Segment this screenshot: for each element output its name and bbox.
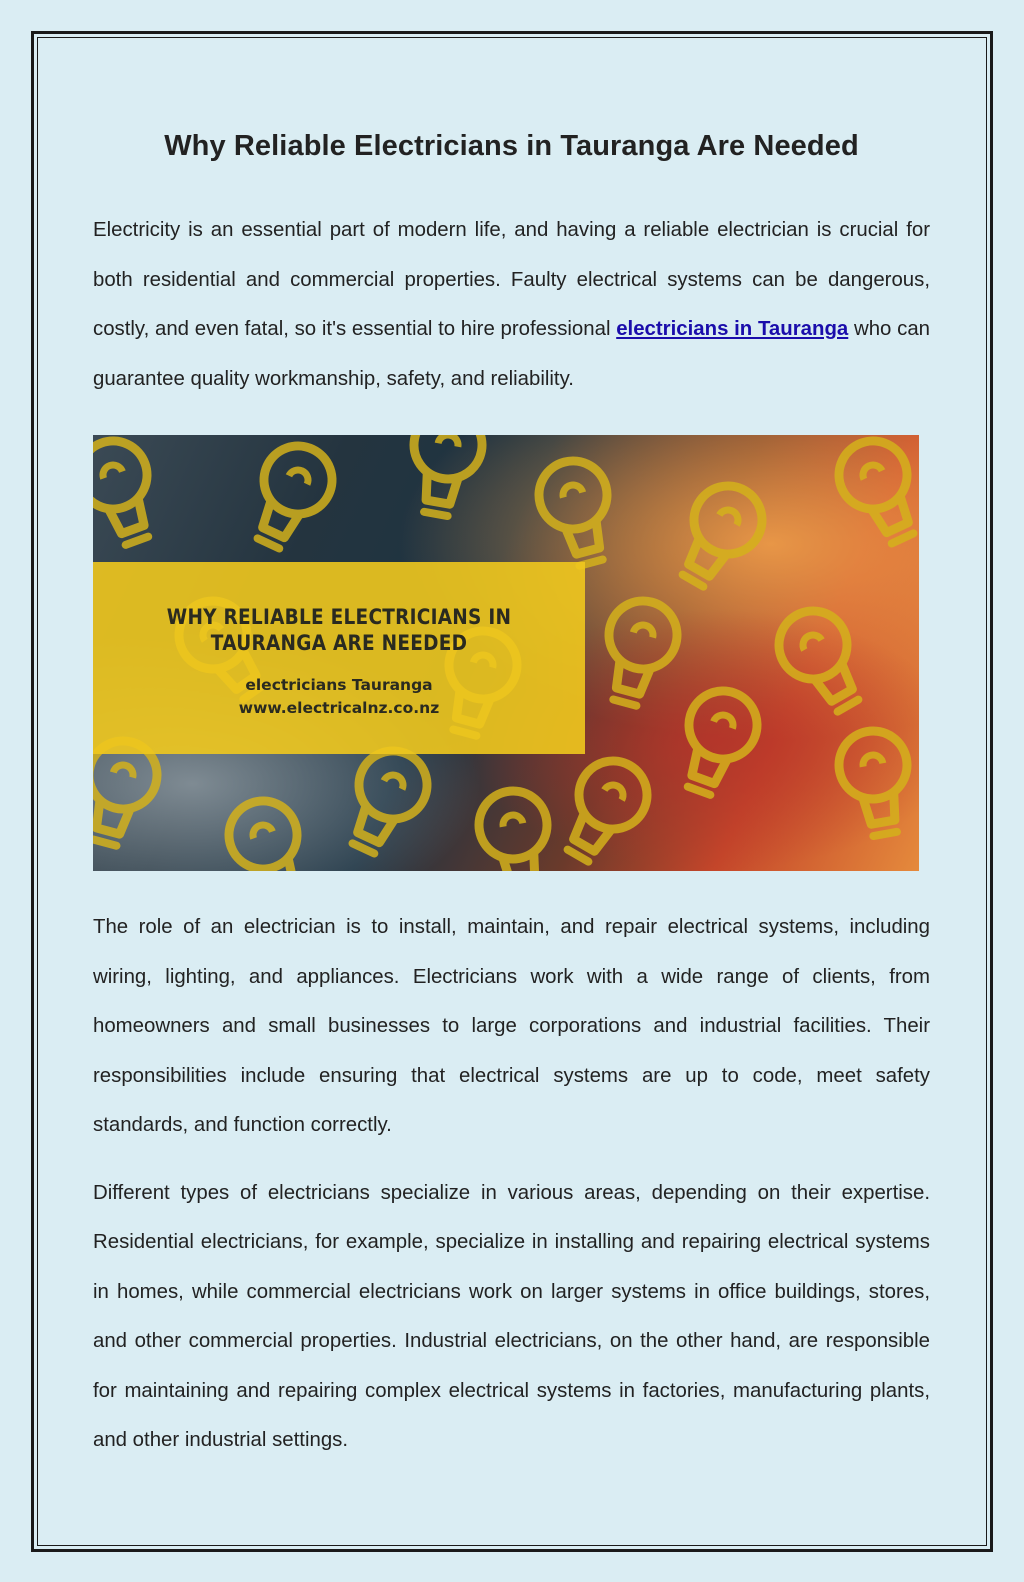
types-paragraph: Different types of electricians specialize in various areas, depending on their expertise. Residential electricians, for example, specialize in installing and repairing electrical systems in homes, while commercial electricians work on larger systems in office buildings, stores, and other commercial properties. Industrial electricians, on the other hand, are responsible for maintaining and repairing complex electrical systems in factories, manufacturing plants, and other industrial settings.: [93, 1181, 930, 1451]
electricians-tauranga-link[interactable]: electricians in Tauranga: [616, 318, 849, 340]
banner-headline: [127, 605, 550, 657]
article: [93, 124, 930, 1466]
intro-text-before-link: Electricity is an essential part of modern life, and having a reliable electrician is crucial for both residential and commercial properties. Faulty electrical systems can be dangerous, costly, and even fatal, so it's essential to hire professional: [93, 219, 930, 340]
banner-headline-line2: TAURANGA ARE NEEDED: [210, 631, 468, 656]
banner-headline-line1: WHY RELIABLE ELECTRICIANS IN: [166, 605, 512, 630]
intro-paragraph: [93, 206, 930, 404]
role-paragraph: The role of an electrician is to install, maintain, and repair electrical systems, including wiring, lighting, and appliances. Electricians work with a wide range of clients, from homeowners and small businesses to large corporations and industrial facilities. Their responsibilities include ensuring that electrical systems are up to code, meet safety standards, and function correctly.: [93, 916, 930, 1136]
article-title: Why Reliable Electricians in Tauranga Are Needed: [164, 130, 859, 162]
hero-banner: [93, 562, 585, 754]
banner-website: www.electricalnz.co.nz: [238, 699, 440, 717]
hero-image: [93, 435, 919, 871]
intro-text-after-link: who can guarantee quality workmanship, safety, and reliability.: [93, 318, 930, 390]
banner-subtitle: electricians Tauranga: [245, 676, 433, 694]
